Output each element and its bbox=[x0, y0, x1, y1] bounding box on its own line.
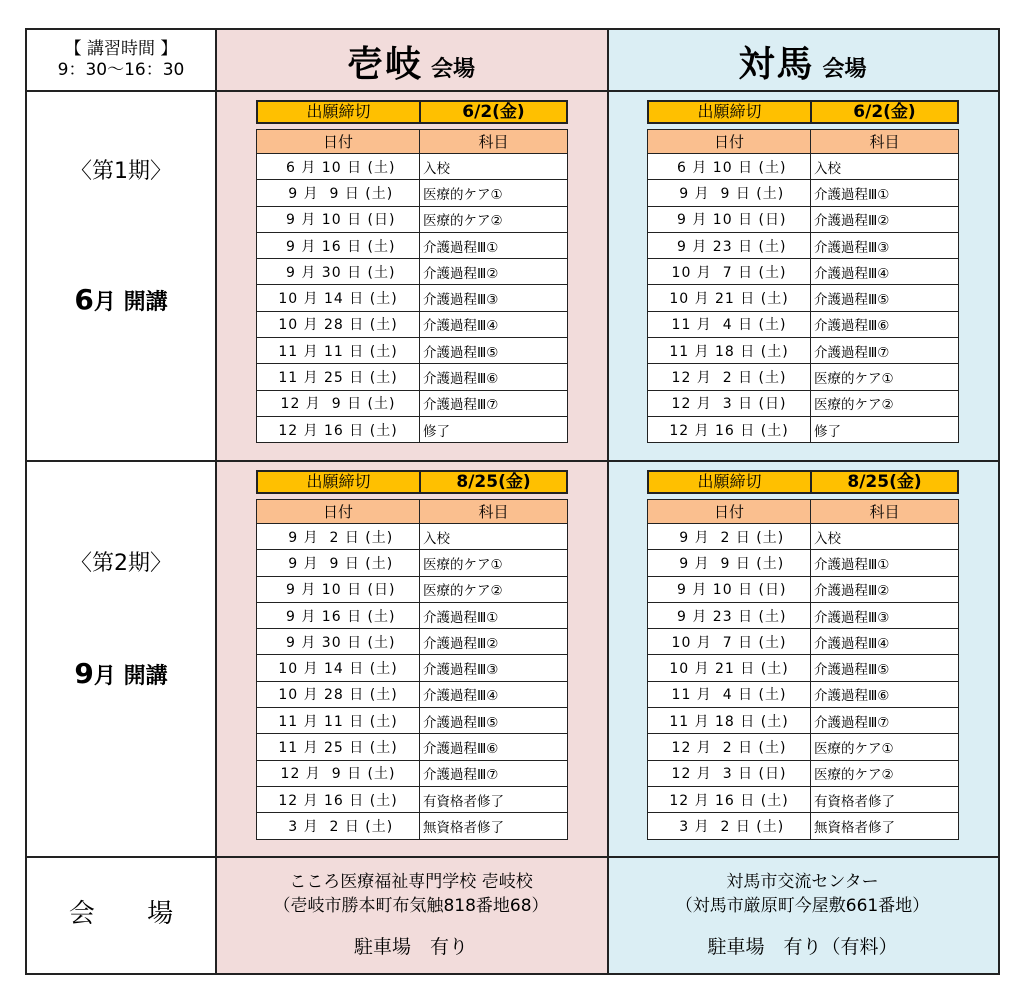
table-row bbox=[257, 416, 568, 442]
table-row bbox=[648, 285, 959, 311]
session-date: 11 月 25 日 (土) bbox=[257, 364, 420, 390]
session-date: 9 月 2 日 (土) bbox=[648, 524, 811, 550]
date-column-header: 日付 bbox=[648, 130, 811, 154]
session-subject: 介護過程Ⅲ① bbox=[420, 602, 568, 628]
subject-column-header: 科目 bbox=[420, 500, 568, 524]
table-row bbox=[648, 524, 959, 550]
schedule-table bbox=[256, 129, 568, 443]
table-row bbox=[257, 760, 568, 786]
deadline-date: 8/25(金) bbox=[456, 472, 531, 492]
table-row bbox=[257, 602, 568, 628]
schedule-frame bbox=[25, 28, 1000, 975]
session-date: 9 月 10 日 (日) bbox=[257, 206, 420, 232]
table-header-row bbox=[257, 500, 568, 524]
table-row bbox=[648, 629, 959, 655]
schedule-table bbox=[647, 129, 959, 443]
period1-start bbox=[27, 283, 215, 316]
session-date: 6 月 10 日 (土) bbox=[648, 154, 811, 180]
table-row bbox=[257, 390, 568, 416]
session-subject: 介護過程Ⅲ① bbox=[811, 180, 959, 206]
table-row bbox=[648, 416, 959, 442]
session-subject: 介護過程Ⅲ⑦ bbox=[420, 390, 568, 416]
session-subject: 介護過程Ⅲ⑥ bbox=[811, 311, 959, 337]
table-row bbox=[648, 232, 959, 258]
session-subject: 介護過程Ⅲ③ bbox=[811, 602, 959, 628]
session-subject: 無資格者修了 bbox=[420, 813, 568, 839]
session-subject: 介護過程Ⅲ② bbox=[420, 629, 568, 655]
hours-value: 9：30～16：30 bbox=[57, 60, 185, 80]
subject-column-header: 科目 bbox=[420, 130, 568, 154]
table-row bbox=[257, 655, 568, 681]
session-date: 11 月 18 日 (土) bbox=[648, 338, 811, 364]
session-subject: 医療的ケア② bbox=[811, 390, 959, 416]
session-date: 10 月 14 日 (土) bbox=[257, 655, 420, 681]
session-subject: 入校 bbox=[420, 154, 568, 180]
table-header-row bbox=[648, 500, 959, 524]
session-subject: 有資格者修了 bbox=[420, 786, 568, 812]
session-date: 10 月 7 日 (土) bbox=[648, 259, 811, 285]
table-row bbox=[257, 681, 568, 707]
session-date: 3 月 2 日 (土) bbox=[648, 813, 811, 839]
session-subject: 介護過程Ⅲ⑦ bbox=[811, 708, 959, 734]
deadline-label: 出願締切 bbox=[649, 102, 812, 122]
session-date: 11 月 11 日 (土) bbox=[257, 708, 420, 734]
session-date: 9 月 9 日 (土) bbox=[648, 180, 811, 206]
deadline-label: 出願締切 bbox=[649, 472, 812, 492]
session-subject: 介護過程Ⅲ③ bbox=[420, 655, 568, 681]
period2-name: 〈第2期〉 bbox=[70, 551, 172, 576]
session-date: 9 月 16 日 (土) bbox=[257, 232, 420, 258]
session-date: 9 月 30 日 (土) bbox=[257, 629, 420, 655]
iki-venue-parking: 駐車場 有り bbox=[353, 936, 468, 958]
session-date: 9 月 9 日 (土) bbox=[257, 550, 420, 576]
table-row bbox=[648, 786, 959, 812]
session-subject: 介護過程Ⅲ① bbox=[811, 550, 959, 576]
table-row bbox=[648, 681, 959, 707]
session-date: 11 月 11 日 (土) bbox=[257, 338, 420, 364]
table-row bbox=[648, 576, 959, 602]
session-date: 12 月 3 日 (日) bbox=[648, 390, 811, 416]
tsushima-venue-title bbox=[607, 30, 998, 90]
date-column-header: 日付 bbox=[257, 500, 420, 524]
schedule-table bbox=[256, 499, 568, 840]
session-date: 9 月 10 日 (日) bbox=[648, 576, 811, 602]
deadline-label: 出願締切 bbox=[258, 102, 421, 122]
session-date: 12 月 2 日 (土) bbox=[648, 734, 811, 760]
session-subject: 無資格者修了 bbox=[811, 813, 959, 839]
grid-vline bbox=[215, 30, 217, 973]
table-row bbox=[648, 206, 959, 232]
session-date: 9 月 9 日 (土) bbox=[648, 550, 811, 576]
session-subject: 医療的ケア① bbox=[811, 734, 959, 760]
table-row bbox=[648, 708, 959, 734]
session-date: 9 月 9 日 (土) bbox=[257, 180, 420, 206]
session-date: 9 月 23 日 (土) bbox=[648, 602, 811, 628]
session-date: 12 月 9 日 (土) bbox=[257, 760, 420, 786]
session-date: 10 月 21 日 (土) bbox=[648, 285, 811, 311]
session-subject: 介護過程Ⅲ② bbox=[811, 206, 959, 232]
deadline-date: 6/2(金) bbox=[853, 102, 916, 122]
lecture-hours bbox=[27, 30, 215, 90]
subject-column-header: 科目 bbox=[811, 130, 959, 154]
table-row bbox=[257, 734, 568, 760]
table-row bbox=[257, 813, 568, 839]
session-date: 6 月 10 日 (土) bbox=[257, 154, 420, 180]
table-row bbox=[257, 154, 568, 180]
period1-name: 〈第1期〉 bbox=[70, 159, 172, 184]
iki-venue-title bbox=[215, 30, 607, 90]
period2-start bbox=[27, 657, 215, 690]
table-row bbox=[257, 786, 568, 812]
session-subject: 入校 bbox=[420, 524, 568, 550]
session-subject: 介護過程Ⅲ⑥ bbox=[420, 734, 568, 760]
grid-vline bbox=[607, 30, 609, 973]
session-subject: 入校 bbox=[811, 154, 959, 180]
iki-venue-name: こころ医療福祉専門学校 壱岐校 bbox=[289, 872, 533, 892]
table-row bbox=[648, 180, 959, 206]
table-row bbox=[257, 708, 568, 734]
table-row bbox=[648, 550, 959, 576]
table-row bbox=[257, 338, 568, 364]
tsushima-title: 対馬 bbox=[738, 44, 815, 85]
tsushima-venue-parking: 駐車場 有り（有料） bbox=[707, 936, 898, 958]
session-subject: 介護過程Ⅲ① bbox=[420, 232, 568, 258]
table-row bbox=[648, 390, 959, 416]
deadline-date: 6/2(金) bbox=[462, 102, 525, 122]
session-date: 11 月 4 日 (土) bbox=[648, 681, 811, 707]
table-row bbox=[257, 206, 568, 232]
table-row bbox=[257, 629, 568, 655]
period2-tsushima-schedule bbox=[647, 470, 959, 840]
session-subject: 医療的ケア① bbox=[420, 550, 568, 576]
session-subject: 修了 bbox=[420, 416, 568, 442]
session-date: 12 月 3 日 (日) bbox=[648, 760, 811, 786]
session-date: 12 月 16 日 (土) bbox=[257, 786, 420, 812]
iki-venue-address: （壱岐市勝本町布気触818番地68） bbox=[273, 896, 549, 916]
period2-start-month: 9 bbox=[74, 657, 94, 690]
deadline-bar bbox=[256, 470, 568, 494]
session-subject: 介護過程Ⅲ⑦ bbox=[420, 760, 568, 786]
session-date: 3 月 2 日 (土) bbox=[257, 813, 420, 839]
session-subject: 介護過程Ⅲ⑤ bbox=[420, 338, 568, 364]
table-header-row bbox=[257, 130, 568, 154]
table-row bbox=[648, 760, 959, 786]
table-header-row bbox=[648, 130, 959, 154]
session-date: 11 月 25 日 (土) bbox=[257, 734, 420, 760]
table-row bbox=[257, 524, 568, 550]
session-subject: 介護過程Ⅲ② bbox=[811, 576, 959, 602]
table-row bbox=[648, 259, 959, 285]
table-row bbox=[257, 180, 568, 206]
tsushima-venue-info bbox=[607, 856, 998, 973]
session-date: 10 月 14 日 (土) bbox=[257, 285, 420, 311]
session-subject: 入校 bbox=[811, 524, 959, 550]
session-date: 12 月 9 日 (土) bbox=[257, 390, 420, 416]
table-row bbox=[257, 232, 568, 258]
session-subject: 介護過程Ⅲ④ bbox=[811, 629, 959, 655]
table-row bbox=[648, 734, 959, 760]
session-date: 9 月 23 日 (土) bbox=[648, 232, 811, 258]
table-row bbox=[648, 813, 959, 839]
venue-label: 会 場 bbox=[68, 899, 196, 929]
deadline-bar bbox=[647, 470, 959, 494]
table-row bbox=[648, 364, 959, 390]
session-subject: 介護過程Ⅲ④ bbox=[811, 259, 959, 285]
session-subject: 介護過程Ⅲ② bbox=[420, 259, 568, 285]
session-date: 9 月 10 日 (日) bbox=[648, 206, 811, 232]
session-subject: 医療的ケア② bbox=[420, 206, 568, 232]
session-subject: 介護過程Ⅲ⑤ bbox=[420, 708, 568, 734]
tsushima-venue-address: （対馬市厳原町今屋敷661番地） bbox=[675, 896, 930, 916]
deadline-bar bbox=[256, 100, 568, 124]
session-date: 9 月 2 日 (土) bbox=[257, 524, 420, 550]
session-subject: 修了 bbox=[811, 416, 959, 442]
tsushima-venue-name: 対馬市交流センター bbox=[726, 872, 879, 892]
period1-label bbox=[27, 90, 215, 460]
session-subject: 介護過程Ⅲ⑤ bbox=[811, 285, 959, 311]
deadline-label: 出願締切 bbox=[258, 472, 421, 492]
session-subject: 医療的ケア① bbox=[811, 364, 959, 390]
table-row bbox=[648, 655, 959, 681]
period1-iki-schedule bbox=[256, 100, 568, 443]
deadline-bar bbox=[647, 100, 959, 124]
table-row bbox=[257, 550, 568, 576]
session-subject: 医療的ケア② bbox=[420, 576, 568, 602]
session-subject: 医療的ケア② bbox=[811, 760, 959, 786]
period2-iki-schedule bbox=[256, 470, 568, 840]
period2-start-text: 月 開講 bbox=[93, 664, 168, 689]
session-subject: 介護過程Ⅲ④ bbox=[420, 311, 568, 337]
period1-start-month: 6 bbox=[74, 283, 94, 316]
period2-label bbox=[27, 460, 215, 856]
schedule-table bbox=[647, 499, 959, 840]
session-subject: 介護過程Ⅲ⑥ bbox=[811, 681, 959, 707]
hours-label: 【 講習時間 】 bbox=[64, 39, 178, 59]
period1-start-text: 月 開講 bbox=[93, 290, 168, 315]
deadline-date: 8/25(金) bbox=[847, 472, 922, 492]
tsushima-venue-suffix: 会場 bbox=[822, 57, 867, 82]
date-column-header: 日付 bbox=[648, 500, 811, 524]
session-date: 12 月 16 日 (土) bbox=[257, 416, 420, 442]
session-subject: 介護過程Ⅲ③ bbox=[811, 232, 959, 258]
session-date: 10 月 7 日 (土) bbox=[648, 629, 811, 655]
session-date: 10 月 21 日 (土) bbox=[648, 655, 811, 681]
session-subject: 介護過程Ⅲ⑥ bbox=[420, 364, 568, 390]
session-date: 11 月 4 日 (土) bbox=[648, 311, 811, 337]
table-row bbox=[257, 285, 568, 311]
table-row bbox=[648, 154, 959, 180]
session-date: 12 月 2 日 (土) bbox=[648, 364, 811, 390]
table-row bbox=[648, 602, 959, 628]
session-subject: 医療的ケア① bbox=[420, 180, 568, 206]
session-subject: 介護過程Ⅲ⑦ bbox=[811, 338, 959, 364]
period1-tsushima-schedule bbox=[647, 100, 959, 443]
session-date: 10 月 28 日 (土) bbox=[257, 681, 420, 707]
session-subject: 有資格者修了 bbox=[811, 786, 959, 812]
session-date: 11 月 18 日 (土) bbox=[648, 708, 811, 734]
session-date: 9 月 10 日 (日) bbox=[257, 576, 420, 602]
session-date: 12 月 16 日 (土) bbox=[648, 416, 811, 442]
session-date: 10 月 28 日 (土) bbox=[257, 311, 420, 337]
subject-column-header: 科目 bbox=[811, 500, 959, 524]
table-row bbox=[648, 311, 959, 337]
session-subject: 介護過程Ⅲ④ bbox=[420, 681, 568, 707]
table-row bbox=[257, 364, 568, 390]
session-date: 12 月 16 日 (土) bbox=[648, 786, 811, 812]
date-column-header: 日付 bbox=[257, 130, 420, 154]
session-date: 9 月 16 日 (土) bbox=[257, 602, 420, 628]
iki-venue-suffix: 会場 bbox=[431, 57, 476, 82]
session-date: 9 月 30 日 (土) bbox=[257, 259, 420, 285]
session-subject: 介護過程Ⅲ⑤ bbox=[811, 655, 959, 681]
iki-venue-info bbox=[215, 856, 607, 973]
session-subject: 介護過程Ⅲ③ bbox=[420, 285, 568, 311]
table-row bbox=[648, 338, 959, 364]
table-row bbox=[257, 576, 568, 602]
table-row bbox=[257, 311, 568, 337]
table-row bbox=[257, 259, 568, 285]
iki-title: 壱岐 bbox=[346, 44, 423, 85]
